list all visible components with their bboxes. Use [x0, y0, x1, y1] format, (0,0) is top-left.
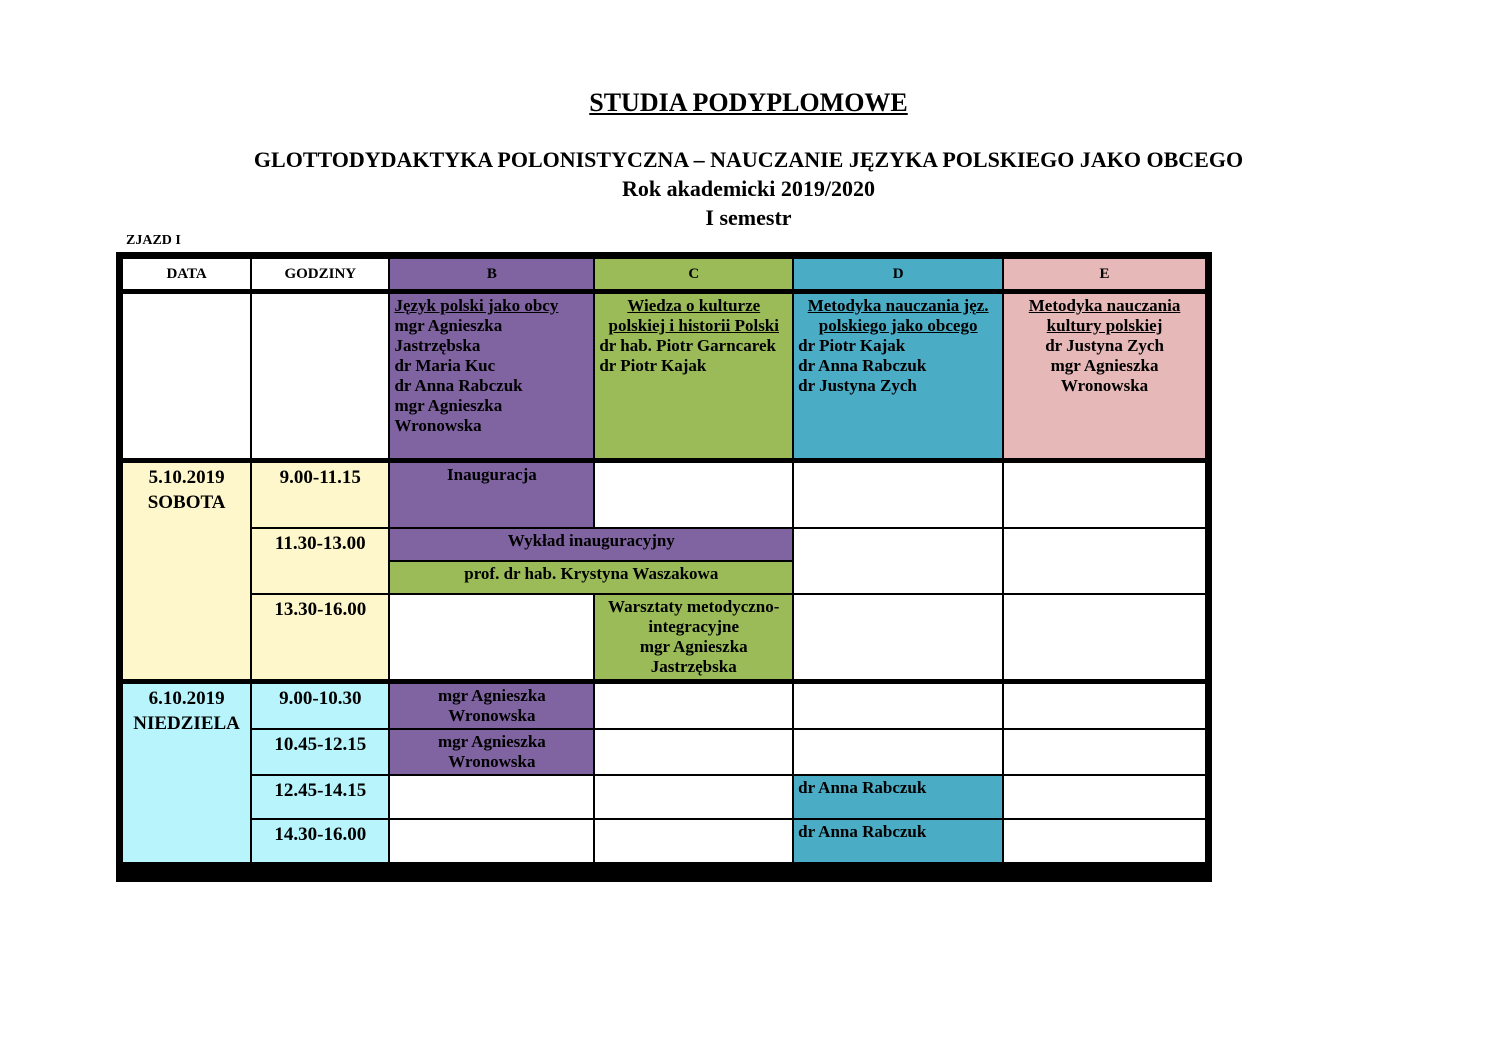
- day2-d4: dr Anna Rabczuk: [794, 820, 1002, 862]
- group-c-teacher: dr hab. Piotr Garncarek: [599, 336, 776, 355]
- group-d-teacher: dr Piotr Kajak: [798, 336, 906, 355]
- day1-inauguracja: Inauguracja: [390, 463, 593, 527]
- day2-slot2-time: 10.45-12.15: [252, 730, 388, 774]
- warsztaty-line: Warsztaty metodyczno-: [608, 597, 780, 616]
- page-title: STUDIA PODYPLOMOWE: [589, 88, 908, 117]
- day1-slot2-time: 11.30-13.00: [252, 529, 388, 593]
- empty-cell: [794, 730, 1002, 774]
- day2-slot4-row: [123, 820, 1205, 862]
- day1-slot3-row: [123, 595, 1205, 679]
- header-data: DATA: [123, 259, 250, 289]
- day1-slot3-time: 13.30-16.00: [252, 595, 388, 679]
- group-d-teacher: dr Justyna Zych: [798, 376, 917, 395]
- group-b-course: Język polski jako obcy: [394, 296, 559, 315]
- warsztaty-line: mgr Agnieszka: [639, 637, 748, 656]
- group-e-course: Metodyka nauczania: [1028, 296, 1181, 315]
- empty-cell: [794, 529, 1002, 593]
- schedule-table: [121, 257, 1207, 864]
- empty-cell: [1004, 529, 1205, 593]
- empty-cell: [595, 776, 792, 818]
- group-d-teacher: dr Anna Rabczuk: [798, 356, 927, 375]
- group-e-course: kultury polskiej: [1046, 316, 1163, 335]
- header-godziny: GODZINY: [252, 259, 388, 289]
- group-e-teacher: dr Justyna Zych: [1045, 336, 1164, 355]
- empty-cell: [1004, 730, 1205, 774]
- day2-b1-line: Wronowska: [448, 706, 536, 725]
- day1-wyklad: Wykład inauguracyjny: [390, 529, 792, 560]
- group-d-info: [794, 294, 1002, 458]
- warsztaty-line: Jastrzębska: [650, 657, 737, 676]
- day2-slot4-time: 14.30-16.00: [252, 820, 388, 862]
- day2-slot2-row: [123, 730, 1205, 774]
- empty-cell: [595, 820, 792, 862]
- header-group-d: D: [794, 259, 1002, 289]
- empty-cell: [390, 776, 593, 818]
- group-b-teacher: dr Anna Rabczuk: [394, 376, 523, 395]
- subtitle-year: Rok akademicki 2019/2020: [621, 176, 876, 201]
- day1-date: 5.10.2019: [148, 467, 225, 488]
- day2-b2-line: mgr Agnieszka: [437, 732, 546, 751]
- group-b-teacher: mgr Agnieszka: [394, 316, 503, 335]
- separator: [123, 681, 1205, 682]
- header-row: [123, 259, 1205, 289]
- day2-b1-line: mgr Agnieszka: [437, 686, 546, 705]
- empty-cell: [595, 684, 792, 728]
- page-subtitle: [0, 145, 1497, 232]
- group-b-teacher: Jastrzębska: [394, 336, 481, 355]
- day2-d3: dr Anna Rabczuk: [794, 776, 1002, 818]
- empty-cell: [595, 730, 792, 774]
- group-b-teacher: mgr Agnieszka: [394, 396, 503, 415]
- group-c-teacher: dr Piotr Kajak: [599, 356, 707, 375]
- group-e-info: [1004, 294, 1205, 458]
- schedule-frame: [116, 252, 1212, 882]
- day1-slot1-time: 9.00-11.15: [252, 463, 388, 527]
- empty-cell: [794, 595, 1002, 679]
- subtitle-program: GLOTTODYDAKTYKA POLONISTYCZNA – NAUCZANIE JĘZYKA POLSKIEGO JAKO OBCEGO: [253, 147, 1244, 172]
- empty-cell: [1004, 776, 1205, 818]
- empty-cell: [1004, 684, 1205, 728]
- group-c-course: Wiedza o kulturze: [627, 296, 761, 315]
- warsztaty-line: integracyjne: [648, 617, 740, 636]
- groups-empty-date: [123, 294, 250, 458]
- group-b-teacher: Wronowska: [394, 416, 482, 435]
- header-group-e: E: [1004, 259, 1205, 289]
- day1-day: SOBOTA: [147, 492, 226, 513]
- empty-cell: [794, 463, 1002, 527]
- empty-cell: [1004, 820, 1205, 862]
- day1-date-cell: [123, 463, 250, 679]
- day2-slot1-row: [123, 684, 1205, 728]
- day2-date-cell: [123, 684, 250, 862]
- separator: [123, 460, 1205, 461]
- subtitle-semester: I semestr: [705, 205, 792, 230]
- day2-date: 6.10.2019: [148, 688, 225, 709]
- group-d-course: polskiego jako obcego: [818, 316, 978, 335]
- day2-slot3-time: 12.45-14.15: [252, 776, 388, 818]
- day1-wyklad-teacher: prof. dr hab. Krystyna Waszakowa: [390, 562, 792, 593]
- group-c-course: polskiej i historii Polski: [608, 316, 779, 335]
- header-group-b: B: [390, 259, 593, 289]
- empty-cell: [794, 684, 1002, 728]
- day2-b2-line: Wronowska: [448, 752, 536, 771]
- group-b-teacher: dr Maria Kuc: [394, 356, 496, 375]
- day2-slot1-time: 9.00-10.30: [252, 684, 388, 728]
- day2-b1: [390, 684, 593, 728]
- day2-slot3-row: [123, 776, 1205, 818]
- day2-day: NIEDZIELA: [133, 713, 240, 734]
- empty-cell: [1004, 595, 1205, 679]
- empty-cell: [390, 820, 593, 862]
- group-d-course: Metodyka nauczania jęz.: [807, 296, 989, 315]
- separator: [123, 291, 1205, 292]
- empty-cell: [390, 595, 593, 679]
- zjazd-label: ZJAZD I: [126, 233, 181, 248]
- header-group-c: C: [595, 259, 792, 289]
- group-b-info: [390, 294, 593, 458]
- group-e-teacher: mgr Agnieszka: [1050, 356, 1159, 375]
- group-e-teacher: Wronowska: [1060, 376, 1149, 395]
- day1-slot1-row: [123, 463, 1205, 527]
- groups-empty-time: [252, 294, 388, 458]
- groups-row: [123, 294, 1205, 458]
- day2-b2: [390, 730, 593, 774]
- day1-slot2-row: [123, 529, 1205, 560]
- day1-warsztaty: [595, 595, 792, 679]
- empty-cell: [1004, 463, 1205, 527]
- empty-cell: [595, 463, 792, 527]
- group-c-info: [595, 294, 792, 458]
